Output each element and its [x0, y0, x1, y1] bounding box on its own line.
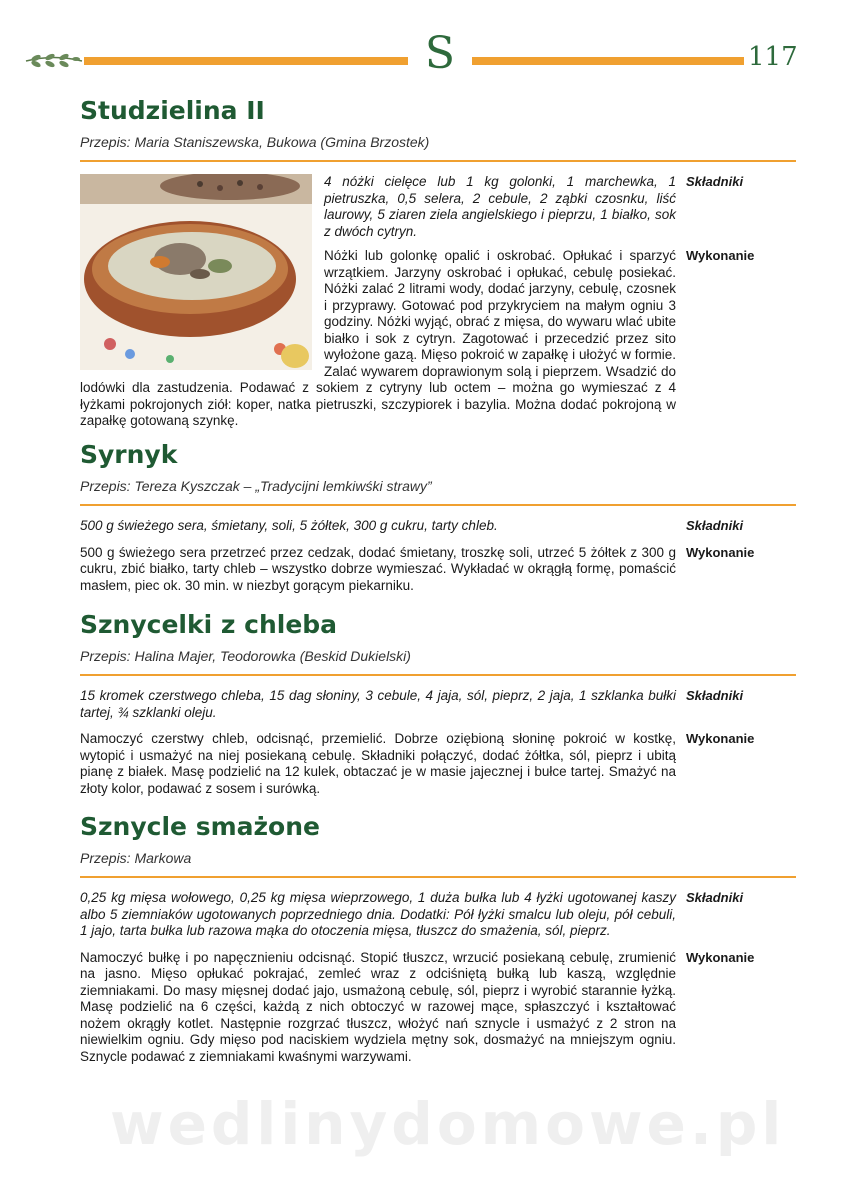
recipe-divider: [80, 876, 796, 878]
section-letter: S: [424, 28, 456, 79]
method-text: Namoczyć bułkę i po napęcznieniu odcisnąć. Stopić tłuszcz, wrzucić posiekaną cebulę, zrumienić na jasno. Mięso opłukać pokrajać, zemleć wraz z odciśniętą bułką lub kaszą, względnie ziemniakami. Do masy mięsnej dodać jajo, usmażoną cebulę, sól, pieprz i wyrobić starannie łyżką. Masę podzielić na 6 części, każdą z nich obtoczyć w razowej mące, spłaszczyć i kształtować nożem okrągły kotlet. Następnie rozgrzać tłuszcz, włożyć nań sznycle i usmażyć z 2 stron na niewielkim ogniu. Gdy mięso pod naciskiem wydziela mętny sok, dosmażyć na mniejszym ogniu. Sznycle podawać z ziemniakami kwaśnymi warzywami.: [80, 949, 676, 1064]
method-text: Namoczyć czerstwy chleb, odcisnąć, przemielić. Dobrze oziębioną słoninę pokroić w kostkę, wytopić i usmażyć na niej posiekaną cebulę. Składniki połączyć, dodać żółtka, sól, pieprz i ubitą pianę z białek. Masę podzielić na 12 kulek, obtaczać je w masie jajecznej i bułce tartej. Smażyć na złoty kolor, podawać z sosem i surówką.: [80, 731, 676, 796]
method-text: 500 g świeżego sera przetrzeć przez cedzak, dodać śmietany, troszkę soli, utrzeć 5 żółtek z 300 g cukru, zbić białko, tarty chleb – wszystko dobrze wymieszać. Wykładać w okrągłą formę, pomaścić masłem, piec ok. 30 min. w niezbyt gorącym piekarniku.: [80, 544, 676, 593]
ingredients-text: 500 g świeżego sera, śmietany, soli, 5 żółtek, 300 g cukru, tarty chleb.: [80, 518, 498, 533]
page-number: 117: [748, 42, 798, 72]
header-rule-left: [84, 57, 408, 65]
recipe-title: Sznycelki z chleba: [80, 610, 338, 639]
method-label: Wykonanie: [686, 544, 755, 560]
recipe-divider: [80, 504, 796, 506]
ingredients-label: Składniki: [686, 174, 744, 189]
method-label: Wykonanie: [686, 949, 755, 965]
recipe-sznycle-smazone: [80, 812, 796, 1065]
recipe-title: Syrnyk: [80, 440, 178, 469]
ingredients-label: Składniki: [686, 688, 744, 703]
ingredients-label: Składniki: [686, 890, 744, 905]
method-label: Wykonanie: [686, 731, 755, 746]
ingredients-label: Składniki: [686, 518, 744, 533]
ingredients-text: 4 nóżki cielęce lub 1 kg golonki, 1 marchewka, 1 pietruszka, 0,5 selera, 2 cebule, 2 ząbki czosnku, liść laurowy, 5 ziaren ziela angielskiego i pieprzu, 1 białko, sok z dwóch cytryn.: [324, 174, 676, 239]
recipe-title: Sznycle smażone: [80, 812, 320, 841]
method-label: Wykonanie: [686, 248, 755, 263]
ingredients-text: 15 kromek czerstwego chleba, 15 dag słoniny, 3 cebule, 4 jaja, sól, pieprz, 2 jaja, 1 szklanka bułki tartej, ¾ szklanki oleju.: [80, 688, 676, 720]
recipe-title: Studzielina II: [80, 96, 265, 125]
recipe-studzielina: [80, 96, 796, 430]
leaf-ornament-icon: [24, 52, 84, 70]
recipe-source: Przepis: Tereza Kyszczak – „Tradycijni lemkiwśki strawy”: [80, 478, 432, 494]
recipe-syrnyk: [80, 440, 796, 594]
recipe-source: Przepis: Halina Majer, Teodorowka (Beskid Dukielski): [80, 648, 411, 664]
watermark: wedlinydomowe.pl: [110, 1090, 786, 1158]
ingredients-text: 0,25 kg mięsa wołowego, 0,25 kg mięsa wieprzowego, 1 duża bułka lub 4 łyżki ugotowanej kaszy albo 5 ziemniaków ugotowanych poprzedniego dnia. Dodatki: Pół łyżki smalcu lub oleju, pół cebuli, 1 jajo, tarta bułka lub razowa mąka do otoczenia mięsa, tłuszcz do smażenia, sól, pieprz.: [80, 890, 676, 938]
recipe-divider: [80, 160, 796, 162]
recipe-source: Przepis: Markowa: [80, 850, 192, 866]
recipe-sznycelki: [80, 610, 796, 797]
header-rule-right: [472, 57, 744, 65]
recipe-source: Przepis: Maria Staniszewska, Bukowa (Gmina Brzostek): [80, 134, 430, 150]
recipe-divider: [80, 674, 796, 676]
method-text: Nóżki lub golonkę opalić i oskrobać. Opłukać i sparzyć wrzątkiem. Jarzyny oskrobać i opłukać, cebulę posiekać. Nóżki zalać 2 litrami wody, dodać jarzyny, cebulę, czosnek i przyprawy. Gotować pod przykryciem na małym ogniu 3 godziny. Nóżki wyjąć, obrać z mięsa, do wywaru wlać ubite białko i sok z cytryn. Zagotować i przecedzić przez sito wyłożone gazą. Mięso pokroić w zapałkę i ułożyć w formie. Zalać wywarem doprawionym solą i pieprzem. Wsadzić do lodówki dla zastudzenia. Podawać z sokiem z cytryny lub octem – można go wymieszać z 4 łyżkami pokrojonych ziół: koper, natka pietruszki, szczypiorek i bazylia. Można dodać pokrojoną w zapałkę gotowaną szynkę.: [80, 248, 676, 428]
